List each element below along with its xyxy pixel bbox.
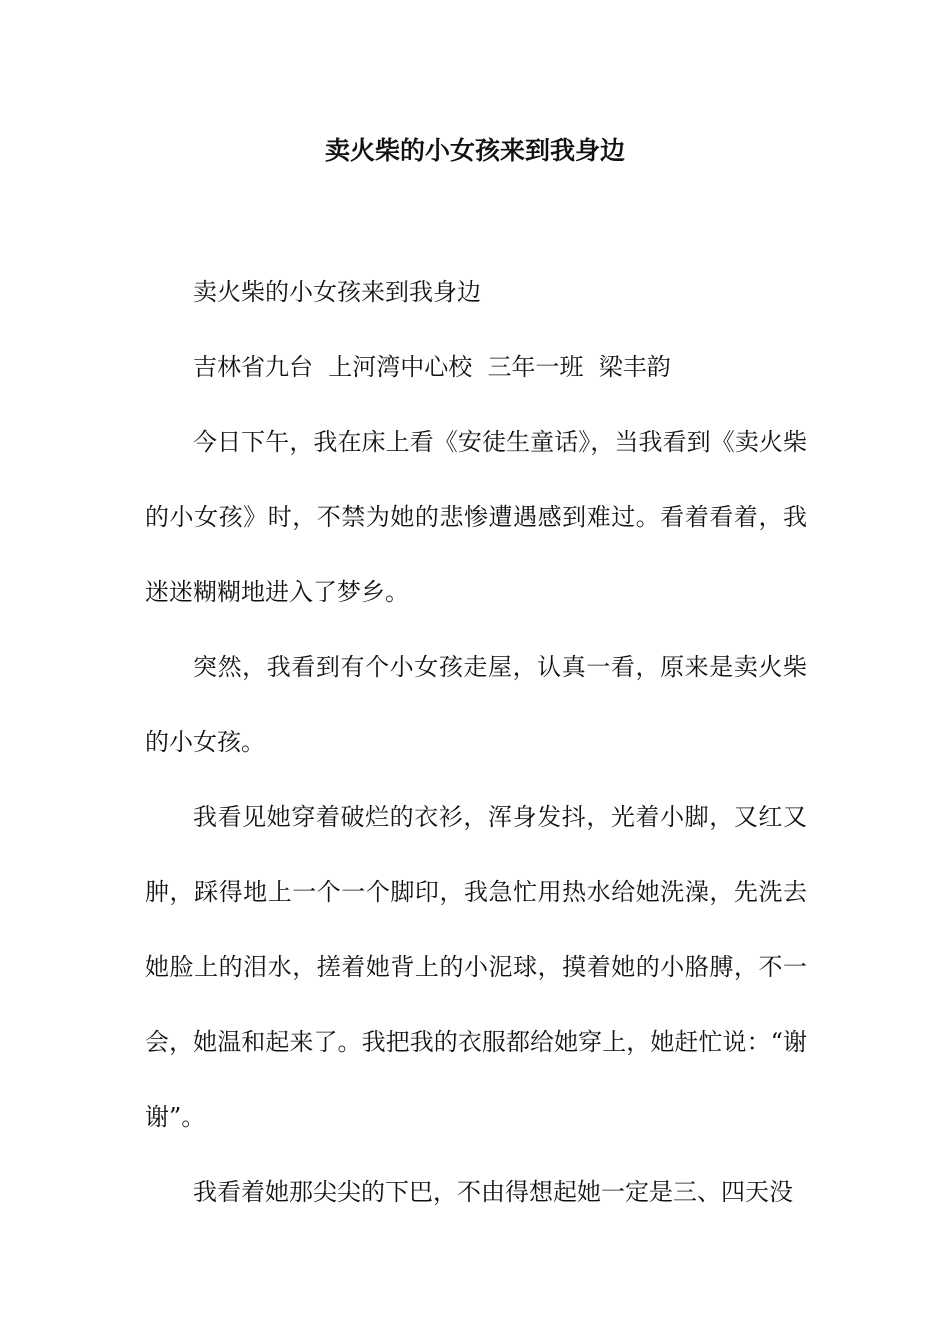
author-line: 吉林省九台 上河湾中心校 三年一班 梁丰韵 (193, 353, 671, 381)
paragraph-1: 今日下午，我在床上看《安徒生童话》，当我看到《卖火柴的小女孩》时，不禁为她的悲惨遭遇感到难过。看着看着，我迷迷糊糊地进入了梦乡。 (145, 428, 807, 606)
essay-subtitle: 卖火柴的小女孩来到我身边 (193, 278, 481, 306)
paragraph-2: 突然，我看到有个小女孩走屋，认真一看，原来是卖火柴的小女孩。 (145, 653, 807, 756)
document-title: 卖火柴的小女孩来到我身边 (324, 136, 625, 165)
document-body (145, 255, 807, 1230)
paragraph-3: 我看见她穿着破烂的衣衫，浑身发抖，光着小脚，又红又肿，踩得地上一个一个脚印，我急忙用热水给她洗澡，先洗去她脸上的泪水，搓着她背上的小泥球，摸着她的小胳膊，不一会，她温和起来了。我把我的衣服都给她穿上，她赶忙说：“谢谢”。 (145, 803, 807, 1131)
paragraph-4: 我看着她那尖尖的下巴，不由得想起她一定是三、四天没 (193, 1178, 793, 1206)
